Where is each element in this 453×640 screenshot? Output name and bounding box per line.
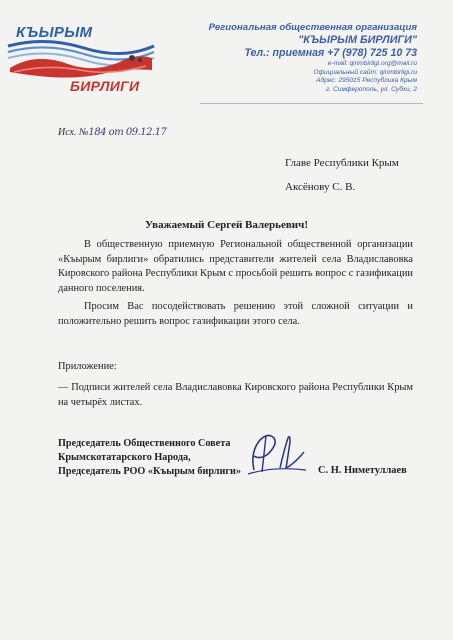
salutation: Уважаемый Сергей Валерьевич!: [145, 219, 308, 231]
letterhead-details: [177, 22, 417, 94]
signer-position-line1: Председатель Общественного Совета: [58, 438, 231, 449]
signer-name: С. Н. Ниметуллаев: [318, 465, 407, 476]
logo-waves-icon: [6, 38, 156, 82]
org-address-line1: Адрес: 295015 Республика Крым: [316, 77, 417, 85]
signer-position: [58, 437, 241, 479]
recipient-block: [285, 151, 399, 199]
org-type: Региональная общественная организация: [208, 22, 417, 33]
appendix-title: Приложение:: [58, 361, 117, 372]
org-address-line2: г. Симферополь, ул. Субхи, 2: [326, 85, 417, 93]
org-name: "КЪЫРЫМ БИРЛИГИ": [298, 34, 417, 46]
org-email: e-mail: qirimbirligi.org@mail.ru: [327, 60, 417, 67]
letterhead-divider: [200, 103, 423, 104]
org-website: Официальный сайт: qirimbirligi.ru: [313, 68, 417, 76]
handwritten-signature: [244, 430, 310, 480]
recipient-name: Аксёнову С. В.: [285, 181, 356, 193]
logo-text-bottom: БИРЛИГИ: [70, 78, 140, 94]
body-paragraph-1: В общественную приемную Региональной общественной организации «Къырым бирлиги» обратились представители жителей села Владиславовка Кировского района Республики Крым с просьбой решить вопрос с газификации данного поселения.: [58, 239, 413, 294]
outgoing-number: [58, 127, 166, 138]
logo-text-top: КЪЫРЫМ: [16, 24, 93, 41]
recipient-title: Главе Республики Крым: [285, 157, 399, 169]
outgoing-label: Исх. №: [58, 127, 89, 138]
organization-logo: [6, 24, 156, 100]
body-paragraph-2: Просим Вас посодействовать решению этой сложной ситуации и положительно решить вопрос газификации этого села.: [58, 301, 413, 327]
outgoing-handwritten-value: 184 от 09.12.17: [88, 127, 167, 138]
signer-position-line2: Крымскотатарского Народа,: [58, 452, 191, 463]
appendix-item: — Подписи жителей села Владиславовка Кировского района Республики Крым на четырёх листах.: [58, 382, 413, 408]
org-phone: Тел.: приемная +7 (978) 725 10 73: [244, 47, 417, 59]
signer-position-line3: Председатель РОО «Къырым бирлиги»: [58, 466, 241, 477]
